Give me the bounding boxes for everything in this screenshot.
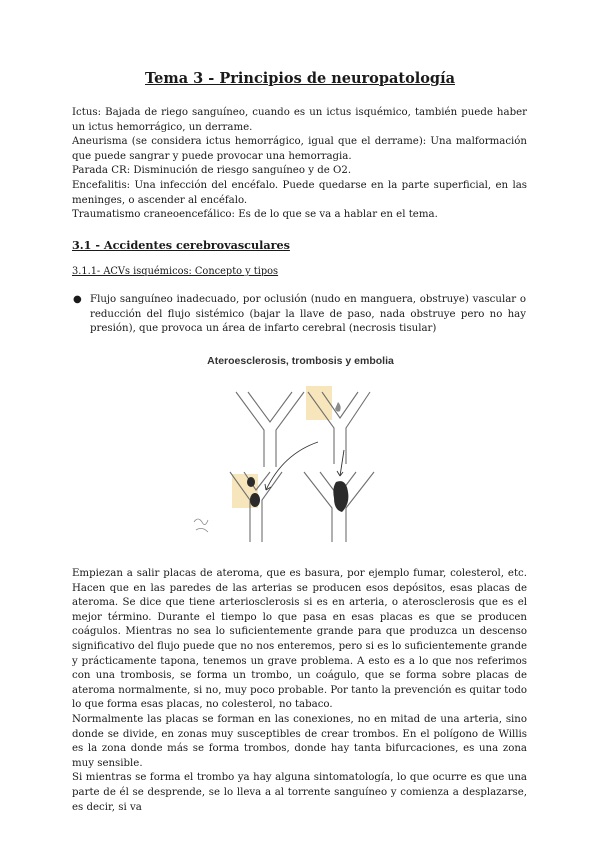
section-heading: 3.1 - Accidentes cerebrovasculares <box>72 238 290 252</box>
intro-parada: Parada CR: Disminución de riesgo sanguíneo y de O2. <box>72 165 352 177</box>
vessel-illustration <box>188 372 413 550</box>
intro-block <box>72 106 527 223</box>
bullet-dot-icon: ● <box>73 294 82 305</box>
highlight-box-top <box>306 386 332 420</box>
intro-encefalitis: Encefalitis: Una infección del encéfalo. Puede quedarse en la parte superficial, en las meninges, o ascender al encéfalo. <box>72 179 527 206</box>
body-paragraph-2: Normalmente las placas se forman en las conexiones, no en mitad de una arteria, sino donde se divide, en zonas muy susceptibles de crear trombos. En el polígono de Willis es la zona donde más se forma trombos, donde hay tanta bifurcaciones, es una zona muy sensible. <box>72 713 527 769</box>
body-block <box>72 567 527 815</box>
arrow-down <box>340 450 344 476</box>
clot-left-upper <box>247 477 255 487</box>
intro-aneurisma: Aneurisma (se considera ictus hemorrágico, igual que el derrame): Una malformación que puede sangrar y puede provocar una hemorragia. <box>72 136 527 162</box>
figure-caption: Ateroesclerosis, trombosis y embolia <box>207 355 394 367</box>
body-paragraph-3: Si mientras se forma el trombo ya hay alguna sintomatología, lo que ocurre es que una parte de él se desprende, se lo lleva a al torrente sanguíneo y comienza a desplazarse, es decir, si va <box>72 772 527 813</box>
signature-mark <box>194 519 208 532</box>
body-paragraph-1: Empiezan a salir placas de ateroma, que es basura, por ejemplo fumar, colesterol, etc. Hacen que en las paredes de las arterias se producen esos depósitos, esas placas de ateroma. Se dice que tiene arteriosclerosis si es en arteria, o aterosclerosis que es el mejor término. Durante el tiempo lo que pasa en esas placas es que se producen coágulos. Mientras no sea lo suficientemente grande para que produzca un descenso significativo del flujo puede que no nos enteremos, pero si es lo suficientemente grande y prácticamente tapona, tenemos un grave problema. A esto es a lo que nos referimos con una trombosis, se forma un trombo, un coágulo, que se forma sobre placas de ateroma normalmente, si no, muy poco probable. Por tanto la prevención es quitar todo lo que forma esas placas, no colesterol, no tabaco. <box>72 568 527 711</box>
bullet-item <box>73 293 526 337</box>
subsection-heading: 3.1.1- ACVs isquémicos: Concepto y tipos <box>72 266 279 277</box>
clot-left-lower <box>250 493 260 507</box>
bullet-text: Flujo sanguíneo inadecuado, por oclusión (nudo en manguera, obstruye) vascular o reducción del flujo sistémico (bajar la llave de paso, nada obstruye pero no hay presión), que provoca un área de infarto cerebral (necrosis tisular) <box>90 294 526 335</box>
intro-traumatismo: Traumatismo craneoencefálico: Es de lo que se va a hablar en el tema. <box>72 209 438 221</box>
plaque-small <box>335 402 341 412</box>
vessel-top-left <box>236 392 304 467</box>
intro-ictus: Ictus: Bajada de riego sanguíneo, cuando es un ictus isquémico, también puede haber un ictus hemorrágico, un derrame. <box>72 107 527 133</box>
page-title: Tema 3 - Principios de neuropatología <box>145 70 455 87</box>
figure-atherosclerosis <box>188 355 413 550</box>
